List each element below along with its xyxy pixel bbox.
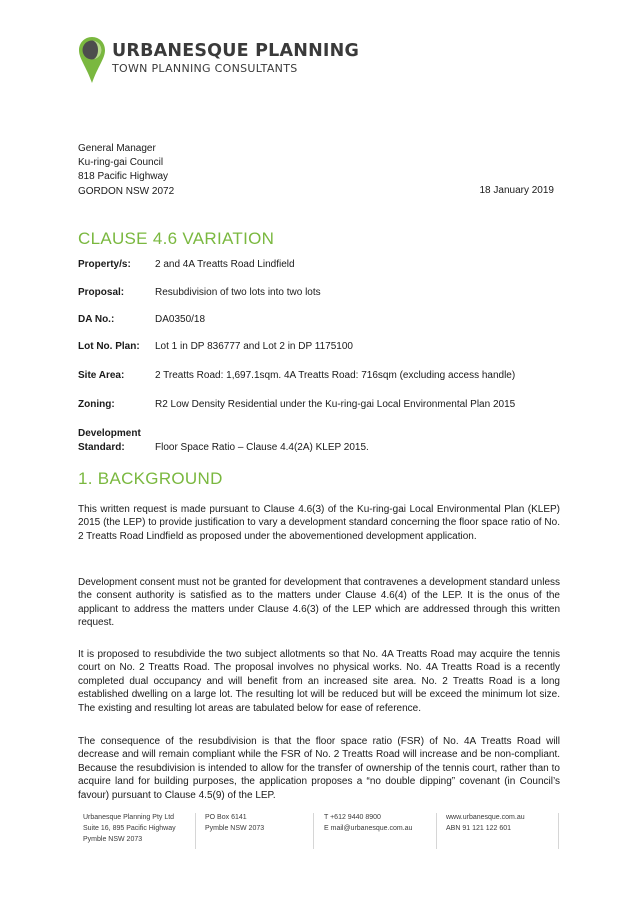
- footer-divider: [436, 813, 437, 849]
- proposal-label: Proposal:: [78, 287, 125, 298]
- property-value: 2 and 4A Treatts Road Lindfield: [155, 259, 295, 270]
- footer-divider: [195, 813, 196, 849]
- footer-divider: [558, 813, 559, 849]
- paragraph-2: Development consent must not be granted for development that contravenes a development standard unless the consent authority is satisfied as to the matters under Clause 4.6(4) of the LEP. It is the onus of the applicant to address the matters under Clause 4.6(3) of the LEP which are addressed through this written request.: [78, 577, 560, 629]
- recipient-address: General Manager Ku-ring-gai Council 818 Pacific Highway GORDON NSW 2072: [78, 143, 175, 197]
- section-heading-background: 1. BACKGROUND: [78, 469, 223, 488]
- site-area-label: Site Area:: [78, 370, 125, 381]
- da-number-value: DA0350/18: [155, 314, 206, 325]
- footer-postal-address: PO Box 6141 Pymble NSW 2073: [205, 814, 265, 832]
- footer-web-abn: www.urbanesque.com.au ABN 91 121 122 601: [446, 814, 525, 832]
- location-pin-logo-icon: [78, 36, 106, 84]
- footer-divider: [313, 813, 314, 849]
- company-name: URBANESQUE PLANNING: [112, 41, 360, 61]
- site-area-value: 2 Treatts Road: 1,697.1sqm. 4A Treatts Road: 716sqm (excluding access handle): [155, 370, 516, 381]
- footer-contact: T +612 9440 8900 E mail@urbanesque.com.au: [324, 814, 413, 832]
- paragraph-4: The consequence of the resubdivision is that the floor space ratio (FSR) of No. 4A Treatts Road will decrease and will remain compliant while the FSR of No. 2 Treatts Road will increase and be non-compliant. Because the resubdivision is intended to allow for the transfer of ownership of the tennis court, rather than to acquire land for building purposes, the application proposes a “no double dipping” covenant (in Council’s favour) pursuant to Clause 4.5(9) of the LEP.: [78, 736, 560, 801]
- company-logo: [78, 36, 358, 86]
- development-label: Development: [78, 428, 141, 439]
- paragraph-3: It is proposed to resubdivide the two subject allotments so that No. 4A Treatts Road may acquire the tennis court on No. 2 Treatts Road. The proposal involves no physical works. No. 4A Treatts Road is a recently completed dual occupancy and will benefit from an increased site area. No. 2 Treatts Road is a long established dwelling on a large lot. The resulting lot will be reduced but will be exceed the minimum lot size. The existing and resulting lot areas are tabulated below for ease of reference.: [78, 649, 560, 714]
- page-footer: [78, 813, 560, 849]
- document-title: CLAUSE 4.6 VARIATION: [78, 229, 275, 248]
- letter-date: 18 January 2019: [479, 185, 554, 196]
- standard-label: Standard:: [78, 442, 125, 453]
- property-label: Property/s:: [78, 259, 131, 270]
- proposal-value: Resubdivision of two lots into two lots: [155, 287, 321, 298]
- footer-company-address: Urbanesque Planning Pty Ltd Suite 16, 895 Pacific Highway Pymble NSW 2073: [83, 814, 176, 843]
- company-tagline: TOWN PLANNING CONSULTANTS: [112, 62, 298, 75]
- standard-value: Floor Space Ratio – Clause 4.4(2A) KLEP 2015.: [155, 442, 369, 453]
- zoning-value: R2 Low Density Residential under the Ku-ring-gai Local Environmental Plan 2015: [155, 399, 516, 410]
- paragraph-1: This written request is made pursuant to Clause 4.6(3) of the Ku-ring-gai Local Environmental Plan (KLEP) 2015 (the LEP) to provide justification to vary a development standard concerning the floor space ratio of No. 2 Treatts Road Lindfield as proposed under the abovementioned development application.: [78, 504, 560, 542]
- zoning-label: Zoning:: [78, 399, 115, 410]
- da-number-label: DA No.:: [78, 314, 115, 325]
- lot-plan-label: Lot No. Plan:: [78, 341, 140, 352]
- lot-plan-value: Lot 1 in DP 836777 and Lot 2 in DP 1175100: [155, 341, 353, 352]
